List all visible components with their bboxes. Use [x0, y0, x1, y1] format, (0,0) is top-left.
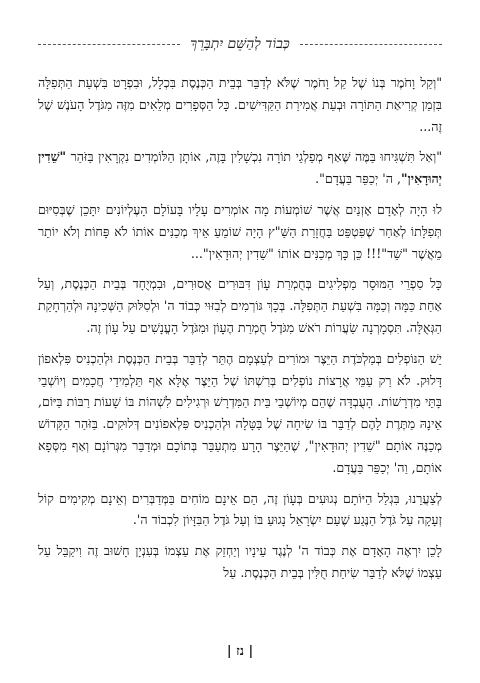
paragraph-3 [38, 199, 442, 264]
paragraph-2-text: "וְאַל תִּשְׁגִּיחוּ בַּמֶּה שֶּׁאַף מְפַלְגֵי תוֹרָה נִכְשָׁלִין בָּזֶה, אוֹתָן הַלּוֹמְדִים נִקְרָאִין בַּזֹּהַר [66, 149, 442, 165]
paragraph-5 [38, 348, 442, 479]
paragraph-1-text: "וְקַל וָחֹמֶר בְּנוֹ שֶׁל קַל וָחֹמֶר שֶׁלֹּא לְדַבֵּר בְּבֵית הַכְּנֶסֶת בִּכְלָל, וּבִפְרָט בִּשְׁעַת הַתְּפִלָּה בִּזְמַן קְרִיאַת הַתּוֹרָה וּבְעֵת אֲמִירַת הַקַּדִּישִׁים. כָּל הַסְּפָרִים מְלֵאִים מִזֶּה מִגֹּדֶל הָעֹנֶשׁ שֶׁל זֶה... [38, 75, 442, 134]
header-rule-left [38, 44, 180, 45]
paragraph-7-text: לָכֵן יִרְאֶה הָאָדָם אֶת כְּבוֹד ה' לְנֶגֶד עֵינָיו וְיַחְזֵק אֶת עַצְמוֹ בְּעִנְיָן חָשׁוּב זֶה וִיקַבֵּל עַל עַצְמוֹ שֶׁלֹּא לְדַבֵּר שִׂיחַת חֻלִּין בְּבֵית הַכְּנֶסֶת. עַל [38, 543, 442, 580]
paragraph-1 [38, 72, 442, 137]
running-header-title: כְּבוֹד לְהַשֵּׁם יִתְבָּרֵךְ [190, 35, 290, 52]
paragraph-6-text: לְצַעֲרֵנוּ, בִּגְלַל הַיּוֹתָם נְגוּעִים בְּעָוֹן זֶה, הֵם אֵינָם מוֹחִים בַּמְּדַבְּרִים וְאֵינָם מְקִימִים קוֹל זְעָקָה עַל גֹּדֶל הַנֶּגַע שֶׁעַם יִשְׂרָאֵל נָגוּעַ בּוֹ וְעַל גֹּדֶל הַבִּזָּיוֹן לִכְבוֹד ה'. [38, 490, 442, 528]
paragraph-2 [38, 146, 442, 190]
paragraph-6 [38, 488, 442, 532]
header-rule-right [300, 44, 442, 45]
paragraph-3-text: לוּ הָיָה לְאָדָם אָזְנַיִם אֲשֶׁר שׁוֹמְעוֹת מָה אוֹמְרִים עָלָיו בָּעוֹלָם הָעֶלְיוֹנִים יִתָּכֵן שֶׁבְּסִיּוּם תְּפִלָּתוֹ לְאַחַר שֶׁפִּטְפֵּט בַּחֲזָרַת הַשַּׁ"ץ הָיָה שׁוֹמֵעַ אֵיךְ מְכַנִּים אוֹתוֹ לֹא פָּחוֹת וְלֹא יוֹתֵר מֵאֲשֶׁר "שֵׁד"!!! כֵּן כָּךְ מְכַנִּים אוֹתוֹ "שֵׁדִין יְהוּדָאִין"... [38, 201, 442, 261]
page-number: | נז | [226, 644, 254, 659]
paragraph-4 [38, 273, 442, 338]
paragraph-5-text: יֵשׁ הַנּוֹפְלִים בְּמַלְכֹּדֶת הַיֵּצֶר וּמוֹרִים לְעַצְמָם הֶתֵּר לְדַבֵּר בְּבֵית הַכְּנֶסֶת וּלְהַכְנִיס פִּלְאפוֹן דָּלוּק. לֹא רַק עַמֵּי אֲרָצוֹת נוֹפְלִים בְּרִשְׁתּוֹ שֶׁל הַיֵּצֶר אֶלָּא אַף תַּלְמִידֵי חֲכָמִים וְיוֹשְׁבֵי בָּתֵּי מִדְרָשׁוֹת. הָעֻבְדָּה שֶׁהֵם מְיוֹשְׁבֵי בֵּית הַמִּדְרָשׁ וּרְגִילִים לִשְׁהוֹת בּוֹ שָׁעוֹת רַבּוֹת בַּיּוֹם, אֵינָהּ מַתֶּרֶת לָהֶם לְדַבֵּר בּוֹ שִׂיחָה שֶׁל בַּטָּלָה וּלְהַכְנִיס פִּלְאפוֹנִים דְּלוּקִים. בַּזֹּהַר הַקָּדוֹשׁ מְכַנֶּה אוֹתָם "שֵׁדִין יְהוּדָאִין", שֶׁהַיֵּצֶר הָרָע מִתְעַבֵּר בְּתוֹכָם וּמְדַבֵּר מִגְּרוֹנָם וְאַף מִסְּפָא אוֹתָם, וַה' יְכַפֵּר בַּעֲדָם. [38, 350, 442, 475]
paragraph-2-bold-term: "שֵׁדִין יְהוּדָאִין" [38, 149, 442, 187]
paragraph-4-text: כָּל סִפְרֵי הַמּוּסָר מַפְלִיגִים בְּחֻמְרַת עָוֹן דִּבּוּרִים אֲסוּרִים, וּבִמְיֻחָד בְּבֵית הַכְּנֶסֶת, וְעַל אַחַת כַּמָּה וְכַמָּה בִּשְׁעַת הַתְּפִלָּה. בְּכָךְ גּוֹרְמִים לְבִזּוּי כְּבוֹד ה' וּלְסִלּוּק הַשְּׁכִינָה וּלְהַרְחָקַת הַגְּאֻלָּה. תִּסְמָרְנָה שַׂעֲרוֹת רֹאשׁ מִגֹּדֶל חֻמְרַת הֶעָוֹן וּמִגֹּדֶל הָעֳנָשִׁים עַל עָוֹן זֶה. [38, 276, 442, 335]
running-header [38, 34, 442, 54]
body-text [38, 72, 442, 593]
paragraph-7 [38, 540, 442, 584]
paragraph-2-text-after: , ה' יְכַפֵּר בַּעֲדָם". [315, 171, 401, 187]
